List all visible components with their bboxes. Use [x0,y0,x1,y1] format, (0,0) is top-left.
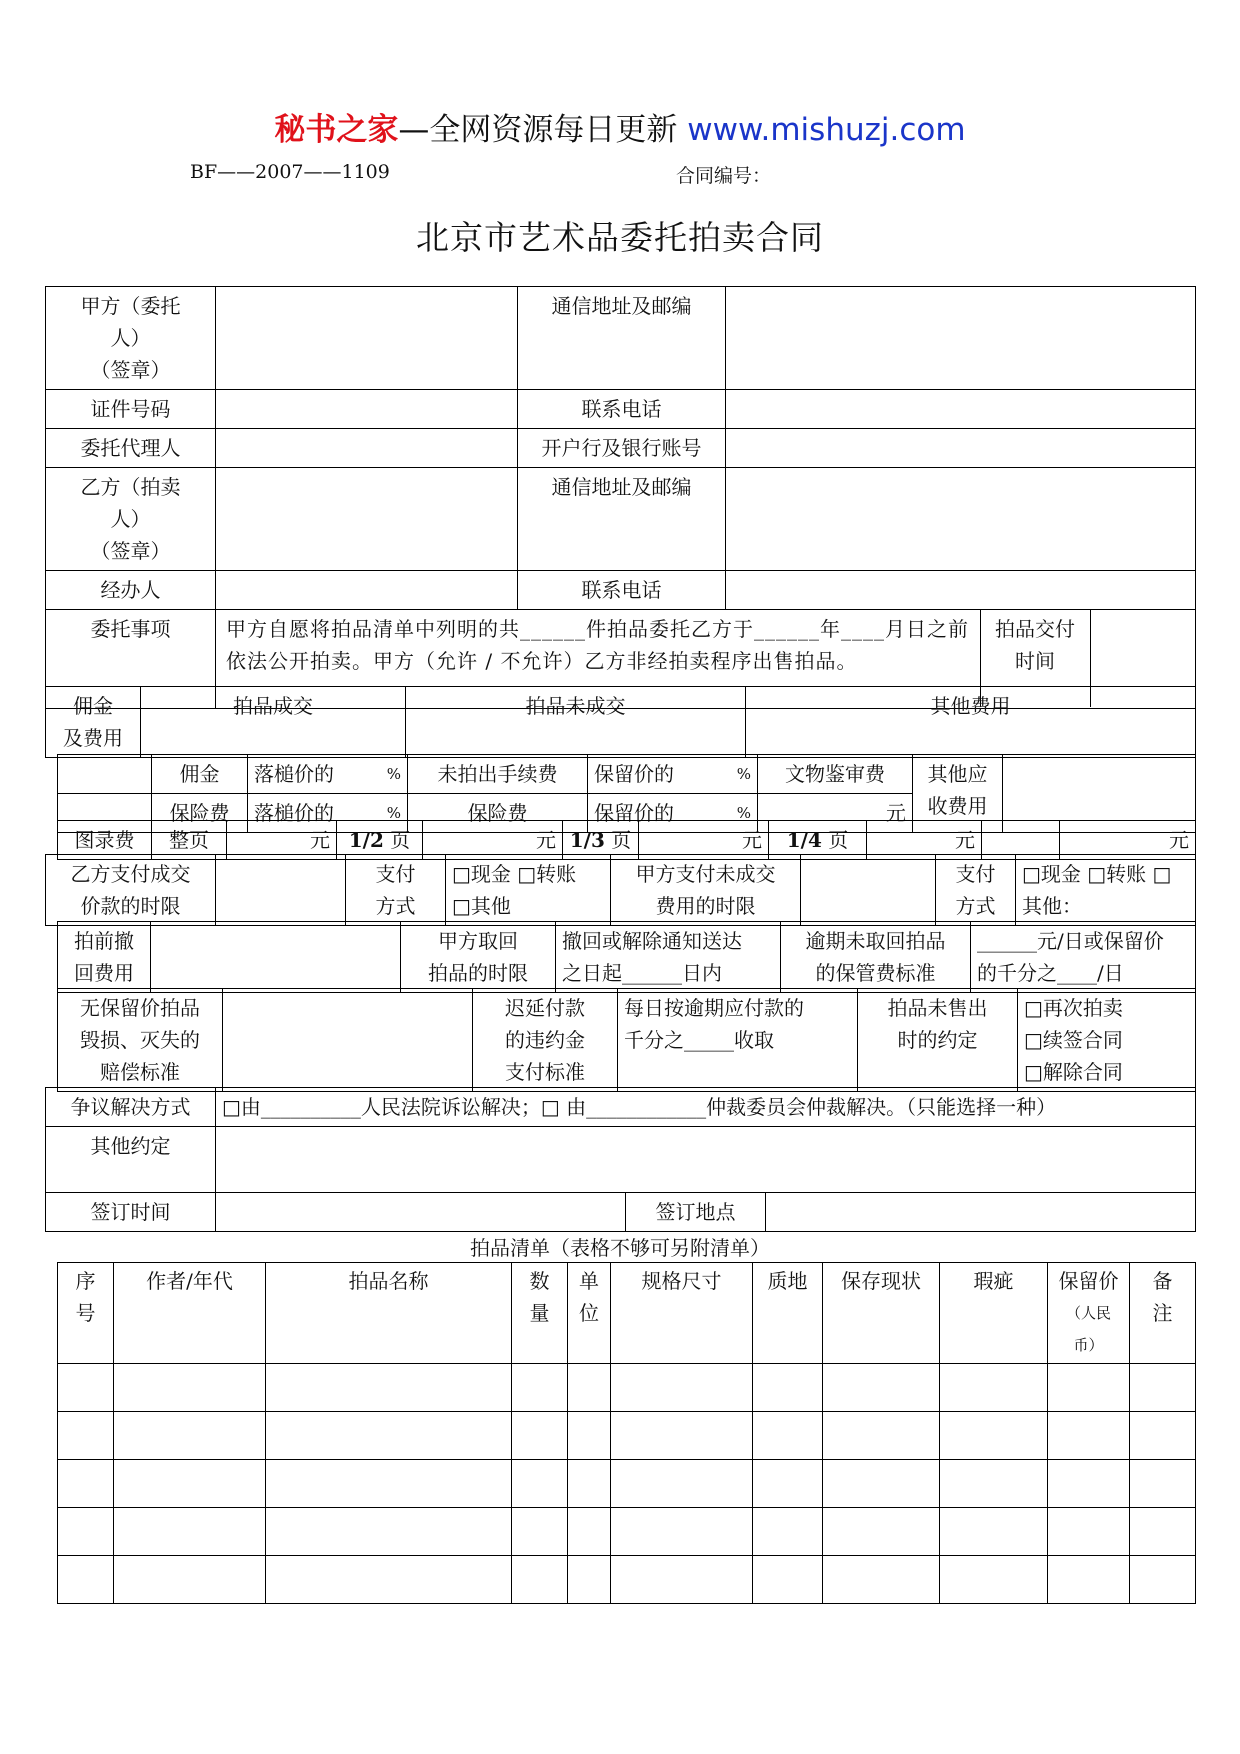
other-fee-label-line: 其他应 [927,762,988,786]
no-reserve-label [58,989,223,1092]
party-a-phone-field[interactable] [726,390,1196,429]
col-unit-line: 单 [579,1269,599,1293]
hammer-price-label: 落槌价的 [254,801,334,825]
other-checkbox[interactable]: □ [1152,862,1172,886]
unsold-fee-rate[interactable] [588,755,758,794]
extra-amount[interactable]: 元 [1060,821,1196,860]
col-unit-line: 位 [579,1301,599,1325]
page-unit: 页 [611,828,632,852]
party-b-label-line: 人） [110,507,151,531]
page-unit: 页 [390,828,411,852]
bank-field[interactable] [726,429,1196,468]
col-note [1130,1263,1196,1364]
a-pay-unsold-label [611,855,801,926]
pay-method-line: 支付 [375,862,416,886]
cash-checkbox[interactable]: □现金 [452,862,511,886]
sign-place-label: 签订地点 [626,1193,766,1232]
sign-time-field[interactable] [216,1193,626,1232]
other-checkbox[interactable]: □其他 [452,894,511,918]
col-note-line: 备 [1152,1269,1173,1293]
parties-table [45,286,1196,709]
storage-rate-line[interactable]: ______元/日或保留价 [977,929,1164,953]
a-pay-unsold-line: 甲方支付未成交 [635,862,776,886]
unsold-agreement-label [858,989,1018,1092]
unsold-insurance-label: 保险费 [408,794,588,833]
a-pay-unsold-field[interactable] [801,855,936,926]
storage-fee-line: 的保管费标准 [815,961,936,985]
page-unit: 页 [828,828,849,852]
col-no-line: 序 [75,1269,96,1293]
notice-line[interactable]: 之日起______日内 [562,961,722,985]
party-b-phone-field[interactable] [726,571,1196,610]
id-number-label: 证件号码 [46,390,216,429]
quarter-page-amount[interactable]: 元 [867,821,982,860]
percent-sign: % [386,765,401,783]
reauction-checkbox[interactable]: □再次拍卖 [1024,996,1123,1020]
other-fees-header: 其他费用 [746,687,1196,758]
party-a-label [46,287,216,390]
percent-sign: % [736,804,751,822]
party-b-label-line: 乙方（拍卖 [80,475,181,499]
table-row[interactable] [58,1364,1196,1412]
withdraw-table [57,921,1196,993]
site-header [0,104,1240,149]
unsold-options[interactable] [1018,989,1196,1092]
no-reserve-field[interactable] [223,989,473,1092]
hammer-price-label: 落槌价的 [254,762,334,786]
other-fee-label-line: 收费用 [927,794,988,818]
retrieve-time-line: 拍品的时限 [428,961,528,985]
reserve-price-label: 保留价的 [594,762,674,786]
storage-rate-line[interactable]: 的千分之____/日 [977,961,1124,985]
other-terms-label: 其他约定 [46,1127,216,1193]
withdraw-fee-line: 回费用 [74,961,134,985]
b-pay-sold-line: 价款的时限 [80,894,181,918]
pay-method-line: 支付 [955,862,996,886]
page-title: 北京市艺术品委托拍卖合同 [416,218,824,257]
col-condition: 保存现状 [823,1263,940,1364]
appraisal-fee-amount[interactable]: 元 [758,794,913,833]
late-payment-label [473,989,618,1092]
brand-name: 秘书之家 [274,112,399,148]
third-page-amount[interactable]: 元 [639,821,769,860]
fees-label-line: 及费用 [63,726,123,750]
withdraw-fee-line: 拍前撤 [74,929,134,953]
doc-code: BF——2007——1109 [190,161,390,183]
agent-field[interactable] [216,429,518,468]
storage-rate-field[interactable] [971,922,1196,993]
party-a-address-label: 通信地址及邮编 [518,287,726,390]
party-a-field[interactable] [216,287,518,390]
handler-field[interactable] [216,571,518,610]
col-material: 质地 [753,1263,823,1364]
retrieve-time-line: 甲方取回 [438,929,518,953]
catalog-fee-label: 图录费 [58,821,152,860]
items-table [57,1262,1196,1604]
terminate-checkbox[interactable]: □解除合同 [1024,1060,1123,1084]
party-a-label-line: 人） [110,326,151,350]
col-reserve-line: 保留价 [1058,1269,1119,1293]
handler-label: 经办人 [46,571,216,610]
appraisal-fee-label: 文物鉴审费 [758,755,913,794]
col-name: 拍品名称 [266,1263,512,1364]
table-row[interactable] [58,1556,1196,1604]
daily-rate-line[interactable]: 千分之_____收取 [624,1028,774,1052]
id-number-field[interactable] [216,390,518,429]
other-label: 其他： [1022,894,1082,918]
pay-method-line: 方式 [375,894,416,918]
delivery-time-label-line: 拍品交付 [995,617,1075,641]
a-pay-method-label [936,855,1016,926]
b-pay-method-label [346,855,446,926]
retrieve-time-label [401,922,556,993]
dispute-table [45,1087,1196,1232]
site-url[interactable]: www.mishuzj.com [687,112,966,148]
full-page-label: 整页 [152,821,227,860]
col-reserve [1048,1263,1130,1364]
fees-label [46,687,141,758]
full-page-amount[interactable]: 元 [227,821,337,860]
blank-cell [58,755,152,794]
percent-sign: % [736,765,751,783]
col-rmb-line: 币） [1073,1336,1104,1354]
percent-sign: % [386,804,401,822]
payment-table [45,854,1196,926]
late-payment-field[interactable] [618,989,858,1092]
party-a-label-line: 甲方（委托 [80,294,181,318]
a-pay-method-options[interactable] [1016,855,1196,926]
col-author: 作者/年代 [114,1263,266,1364]
entrust-text[interactable]: 甲方自愿将拍品清单中列明的共______件拍品委托乙方于______年____月日之前依法公开拍卖。甲方（允许 / 不允许）乙方非经拍卖程序出售拍品。 [216,610,980,707]
header-tagline: —全网资源每日更新 [398,112,688,148]
a-pay-unsold-line: 费用的时限 [655,894,756,918]
half-page-amount[interactable]: 元 [423,821,563,860]
col-qty-line: 数 [529,1269,550,1293]
col-size: 规格尺寸 [611,1263,753,1364]
b-pay-method-options[interactable] [446,855,611,926]
transfer-checkbox[interactable]: □转账 [517,862,577,886]
party-b-address-field[interactable] [726,468,1196,571]
table-row[interactable] [58,1412,1196,1460]
unsold-header: 拍品未成交 [406,687,746,758]
items-header-row [58,1263,1196,1364]
col-no [58,1263,114,1364]
party-a-phone-label: 联系电话 [518,390,726,429]
reserve-price-label: 保留价的 [594,801,674,825]
unsold-agreement-line: 拍品未售出 [887,996,988,1020]
quarter-page-fraction: 1/4 [786,828,822,852]
dispute-label: 争议解决方式 [46,1088,216,1127]
items-list-title: 拍品清单（表格不够可另附清单） [470,1236,770,1260]
no-reserve-line: 无保留价拍品 [80,996,200,1020]
bank-label: 开户行及银行账号 [518,429,726,468]
storage-fee-label [781,922,971,993]
compensation-table [57,988,1196,1092]
b-pay-sold-line: 乙方支付成交 [70,862,191,886]
notice-field[interactable] [556,922,781,993]
no-reserve-line: 赔偿标准 [100,1060,180,1084]
party-a-address-field[interactable] [726,287,1196,390]
party-a-label-line: （签章） [90,358,171,382]
col-qty-line: 量 [529,1301,550,1325]
renew-checkbox[interactable]: □续签合同 [1024,1028,1123,1052]
other-terms-field[interactable] [216,1127,1196,1193]
sign-place-field[interactable] [766,1193,1196,1232]
late-payment-line: 的违约金 [505,1028,585,1052]
entrust-label: 委托事项 [46,610,216,709]
late-payment-line: 迟延付款 [505,996,585,1020]
agent-label: 委托代理人 [46,429,216,468]
commission-rate[interactable] [248,755,408,794]
party-b-address-label: 通信地址及邮编 [518,468,726,571]
cash-checkbox[interactable]: □现金 [1022,862,1081,886]
no-reserve-line: 毁损、灭失的 [80,1028,200,1052]
late-payment-line: 支付标准 [505,1060,585,1084]
sign-time-label: 签订时间 [46,1193,216,1232]
unsold-fee-label: 未拍出手续费 [408,755,588,794]
unsold-agreement-line: 时的约定 [897,1028,978,1052]
party-b-label-line: （签章） [90,539,171,563]
party-b-label [46,468,216,571]
table-row[interactable] [58,1460,1196,1508]
third-page-fraction: 1/3 [569,828,605,852]
col-rmb-line: （人民 [1065,1304,1111,1322]
col-note-line: 注 [1152,1301,1173,1325]
fees-header-table [45,686,1196,758]
notice-line: 撤回或解除通知送达 [562,929,742,953]
col-no-line: 号 [75,1301,96,1325]
delivery-time-label-line: 时间 [1015,649,1055,673]
insurance-label: 保险费 [152,794,248,833]
storage-fee-line: 逾期未取回拍品 [805,929,946,953]
col-unit [568,1263,611,1364]
daily-rate-line: 每日按逾期应付款的 [624,996,804,1020]
half-page-fraction: 1/2 [348,828,384,852]
dispute-text[interactable]: □由__________人民法院诉讼解决；□ 由____________仲裁委员会仲裁解决。（只能选择一种） [216,1088,1196,1127]
sold-header: 拍品成交 [141,687,406,758]
contract-number-label: 合同编号： [676,165,772,187]
withdraw-fee-field[interactable] [151,922,401,993]
party-b-phone-label: 联系电话 [518,571,726,610]
withdraw-fee-label [58,922,151,993]
col-qty [512,1263,568,1364]
party-b-field[interactable] [216,468,518,571]
pay-method-line: 方式 [955,894,996,918]
commission-label: 佣金 [152,755,248,794]
b-pay-sold-field[interactable] [216,855,346,926]
table-row[interactable] [58,1508,1196,1556]
fees-label-line: 佣金 [73,694,113,718]
b-pay-sold-label [46,855,216,926]
transfer-checkbox[interactable]: □转账 [1087,862,1147,886]
col-flaw: 瑕疵 [940,1263,1048,1364]
